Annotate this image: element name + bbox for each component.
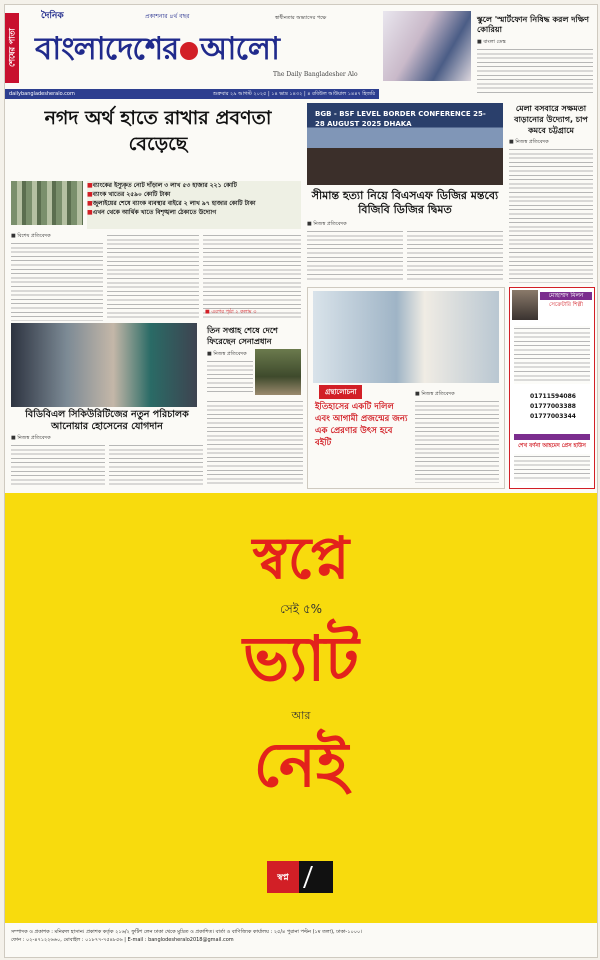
mela-body-text [509,147,593,283]
ad-person-name: মোহাম্মদ মিলন [540,292,592,300]
ad-address-text [514,454,590,482]
lead-byline: ■ বিশেষ প্রতিবেদক [11,233,51,239]
army-body-text [207,399,303,485]
right-ad-box [509,287,595,489]
masthead-title-part1: বাংলাদেশের [35,31,179,67]
bgb-body-col1 [307,229,403,281]
imprint-text: সম্পাদক ও প্রকাশক : মনিরুল হাসান। প্রকাশক কর্তৃক ২১৬/২ ফুটিশ লেন ঢাকা থেকে মুদ্রিত ও প্রকাশিত। বার্তা ও বাণিজ্যিক কার্যালয় : ২৫/৪ পুরানা পল্টন (১ম তলা), ঢাকা-১০০০। [11,929,363,935]
ad-word-five-percent: সেই ৫% [279,602,323,616]
lead-headline[interactable]: নগদ অর্থ হাতে রাখার প্রবণতা বেড়েছে [44,107,272,155]
korea-headline[interactable]: স্কুলে 'স্মার্টফোন নিষিদ্ধ করল দক্ষিণ কোরিয়া [477,15,590,34]
tagline: স্বাধীনতার অভ্যাসের পক্ষে [275,15,327,21]
ad-person-title: সেক্রেটারি শিল্পী [549,302,583,308]
ad-body-text [514,326,590,384]
ad-footer: শেখ বর্ণনা আহমেদ প্রেস হাউস [518,443,586,449]
since-label: প্রকাশনার ৪র্থ বছর [145,13,190,20]
dateline [5,89,379,99]
army-headline[interactable]: তিন সপ্তাহ শেষে দেশে ফিরেছেন সেনাপ্রধান [207,326,278,346]
book-body-text [415,399,499,483]
continue-link[interactable]: ■ এরপর পৃষ্ঠা ২ কলাম ৩ [205,309,257,315]
bdbl-body-col2 [109,443,203,487]
book-byline: ■ নিজস্ব প্রতিবেদক [415,391,455,397]
lead-body-col1 [11,241,103,321]
bgb-headline[interactable]: সীমান্ত হত্যা নিয়ে বিএসএফ ডিজির মন্তব্যে বিজিবি ডিজির দ্বিমত [311,189,499,216]
bgb-byline: ■ নিজস্ব প্রতিবেদক [307,221,347,227]
army-byline: ■ নিজস্ব প্রতিবেদক [207,351,247,357]
bdbl-headline[interactable]: বিডিবিএল সিকিউরিটিজের নতুন পরিচালক আনোয়ার হোসেনের যোগদান [25,409,189,432]
daily-label: দৈনিক [41,11,64,21]
english-title: The Daily Bangladesher Alo [273,71,358,78]
ad-phone-list [530,392,576,422]
korea-byline: ■ বাংলা ডেস্ক [477,39,506,45]
currency-photo [11,181,83,225]
bdbl-photo [11,323,197,407]
ad-divider [514,434,590,440]
korea-body-text [477,47,593,95]
ad-person-photo [512,290,538,320]
lead-bullet: ■ জুলাইয়ের শেষে ব্যাংক ব্যবস্থার বাইরে ২ লাখ ৯৭ হাজার কোটি টাকা [87,199,301,208]
bgb-conference-photo [307,103,503,185]
bgb-body-col2 [407,229,503,281]
ad-phone[interactable]: 01711594086 [530,393,576,400]
lead-bullet: ■ এখন থেকে আর্থিক খাতে বিশৃঙ্খলা ঠেকাতে উদ্যোগ [87,208,301,217]
lead-body-col3 [203,233,301,321]
book-headline[interactable]: ইতিহাসের একটি দলিল এবং আগামী প্রজন্মের জন্য এক প্রেরণার উৎস হবে বইটি [315,402,408,448]
lead-bullet: ■ ব্যাংকের ইস্যুকৃত নোট দাঁড়াল ৩ লাখ ৫৩ হাজার ২২১ কোটি [87,181,301,190]
masthead-title-part2: আলো [200,31,279,67]
ad-phone[interactable]: 01777003388 [530,403,576,410]
newspaper-page [4,4,598,958]
bgb-photo-caption: BGB - BSF LEVEL BORDER CONFERENCE 25-28 AUGUST 2025 DHAKA [315,110,486,128]
date-text: শুক্রবার ২৯ আগস্ট ২০২৫ | ১৪ ভাদ্র ১৪৩২ | ৪ রবিউল আউয়াল ১৪৪৭ হিজরি [213,91,375,97]
swapno-logo [267,861,333,893]
mela-headline[interactable]: মেলা বসবারে সক্ষমতা বাড়ানোর উদ্যোগ, চাপ কমবে চট্টগ্রামে [514,104,588,135]
swapno-logo-mark: স্বপ্ন [267,861,299,893]
bdbl-body-col1 [11,443,105,487]
mela-byline: ■ নিজস্ব প্রতিবেদক [509,139,549,145]
lead-bullet: ■ ব্যাংক খাতের ২৫৯০ কোটি টাকা [87,190,301,199]
imprint-contact: ফোন : ০২-৪৭১২২৬৬০, মোবাইল : ০১৮৭৭-৭৫৪৮৫৬ | E-mail : banglodesheralo2018@gmail.com [11,937,234,943]
ad-word-aar: আর [291,709,311,722]
ad-word-nei: নেই [253,728,349,801]
website-link[interactable]: dailybangladesheralo.com [9,91,75,97]
ad-word-vat: ভ্যাট [243,622,359,695]
red-sun-logo-icon [180,42,198,60]
vat-advertisement[interactable] [5,493,597,923]
bdbl-byline: ■ নিজস্ব প্রতিবেদক [11,435,51,441]
masthead-title [35,25,279,77]
lead-bullets [87,181,301,229]
book-review-label: গ্রন্থালোচনা [319,385,362,399]
ad-phone[interactable]: 01777003344 [530,413,576,420]
swapno-logo-icon [299,861,333,893]
ad-word-dream: স্বপ্নে [252,524,350,592]
book-cover-photo [313,291,499,383]
lead-body-col2 [107,233,199,321]
army-body-top [207,359,253,395]
students-photo [383,11,471,81]
army-chief-photo [255,349,301,395]
section-tab: শেষের পাতা [5,13,19,83]
imprint-footer [5,925,597,957]
